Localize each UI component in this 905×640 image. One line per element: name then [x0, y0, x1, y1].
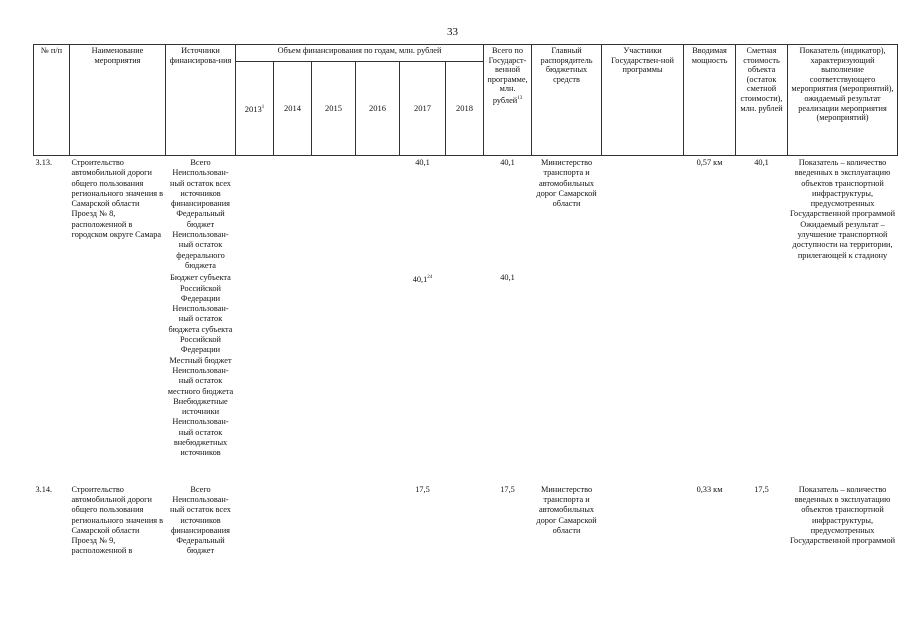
header-year-2014: 2014 — [274, 62, 312, 156]
row-estimate: 17,5 — [754, 484, 769, 494]
header-total: Всего по Государст-венной программе, млн. рублей$^{13}$ — [484, 45, 532, 156]
row-estimate: 40,1 — [754, 158, 769, 167]
row-num: 3.13. — [35, 158, 53, 167]
header-num: № п/п — [34, 45, 70, 156]
row-manager: Министерство транспорта и автомобильных дорог Самарской области — [536, 484, 597, 535]
header-year-2016: 2016 — [356, 62, 400, 156]
header-name: Наименование мероприятия — [70, 45, 166, 156]
row-num: 3.14. — [35, 484, 53, 494]
row-indicator: Показатель – количество введенных в эксплуатацию объектов транспортной инфраструктуры, предусмотренных Государственной программой Ожидаемый результат – улучшение транспортной доступности на территории, прилегающей к стадиону — [789, 158, 896, 260]
header-year-2017: 2017 — [400, 62, 446, 156]
header-year-2013: 2013$^1$ — [236, 62, 274, 156]
value-2017: 40,1$^{24}$ — [412, 275, 433, 285]
row-manager: Министерство транспорта и автомобильных дорог Самарской области — [536, 158, 597, 209]
table-row — [34, 156, 898, 272]
row-sources: Бюджет субъекта Российской Федерации Неиспользован-ный остаток бюджета субъекта Российской Федерации Местный бюджет Неиспользован-ный остаток местного бюджета Внебюджетные источники Неиспользован-ный остаток внебюджетных источников — [167, 273, 234, 458]
header-manager: Главный распорядитель бюджетных средств — [532, 45, 602, 156]
header-estimate: Сметная стоимость объекта (остаток сметной стоимости), млн. рублей — [736, 45, 788, 156]
value-total: 17,5 — [500, 484, 515, 494]
value-2017: 17,5 — [415, 484, 430, 494]
value-2017: 40,1 — [415, 158, 430, 167]
header-year-2018: 2018 — [446, 62, 484, 156]
funding-table — [33, 44, 898, 557]
header-funding-group: Объем финансирования по годам, млн. рублей — [236, 45, 484, 62]
value-total: 40,1 — [500, 273, 515, 283]
row-name: Строительство автомобильной дороги общего пользования регионального значения в Самарской области Проезд № 9, расположенной в — [71, 484, 164, 556]
header-capacity: Вводимая мощность — [684, 45, 736, 156]
value-total: 40,1 — [500, 158, 515, 167]
header-sources: Источники финансирова-ния — [166, 45, 236, 156]
row-indicator: Показатель – количество введенных в эксплуатацию объектов транспортной инфраструктуры, предусмотренных Государственной программой — [789, 484, 896, 546]
row-sources: Всего Неиспользован-ный остаток всех источников финансирования Федеральный бюджет Неиспользован-ный остаток федерального бюджета — [170, 158, 231, 270]
row-name: Строительство автомобильной дороги общего пользования регионального значения в Самарской области Проезд № 8, расположенной в городском округе Самара — [71, 158, 164, 240]
header-indicator: Показатель (индикатор), характеризующий выполнение соответствующего мероприятия (мероприятий), ожидаемый результат реализации мероприятия (мероприятий) — [788, 45, 898, 156]
page-number: 33 — [447, 26, 458, 38]
row-capacity: 0,57 км — [696, 158, 723, 167]
header-year-2015: 2015 — [312, 62, 356, 156]
header-participants: Участники Государствен-ной программы — [602, 45, 684, 156]
row-capacity: 0,33 км — [696, 484, 723, 494]
table-row — [34, 483, 898, 557]
row-sources: Всего Неиспользован-ный остаток всех источников финансирования Федеральный бюджет — [170, 484, 231, 556]
